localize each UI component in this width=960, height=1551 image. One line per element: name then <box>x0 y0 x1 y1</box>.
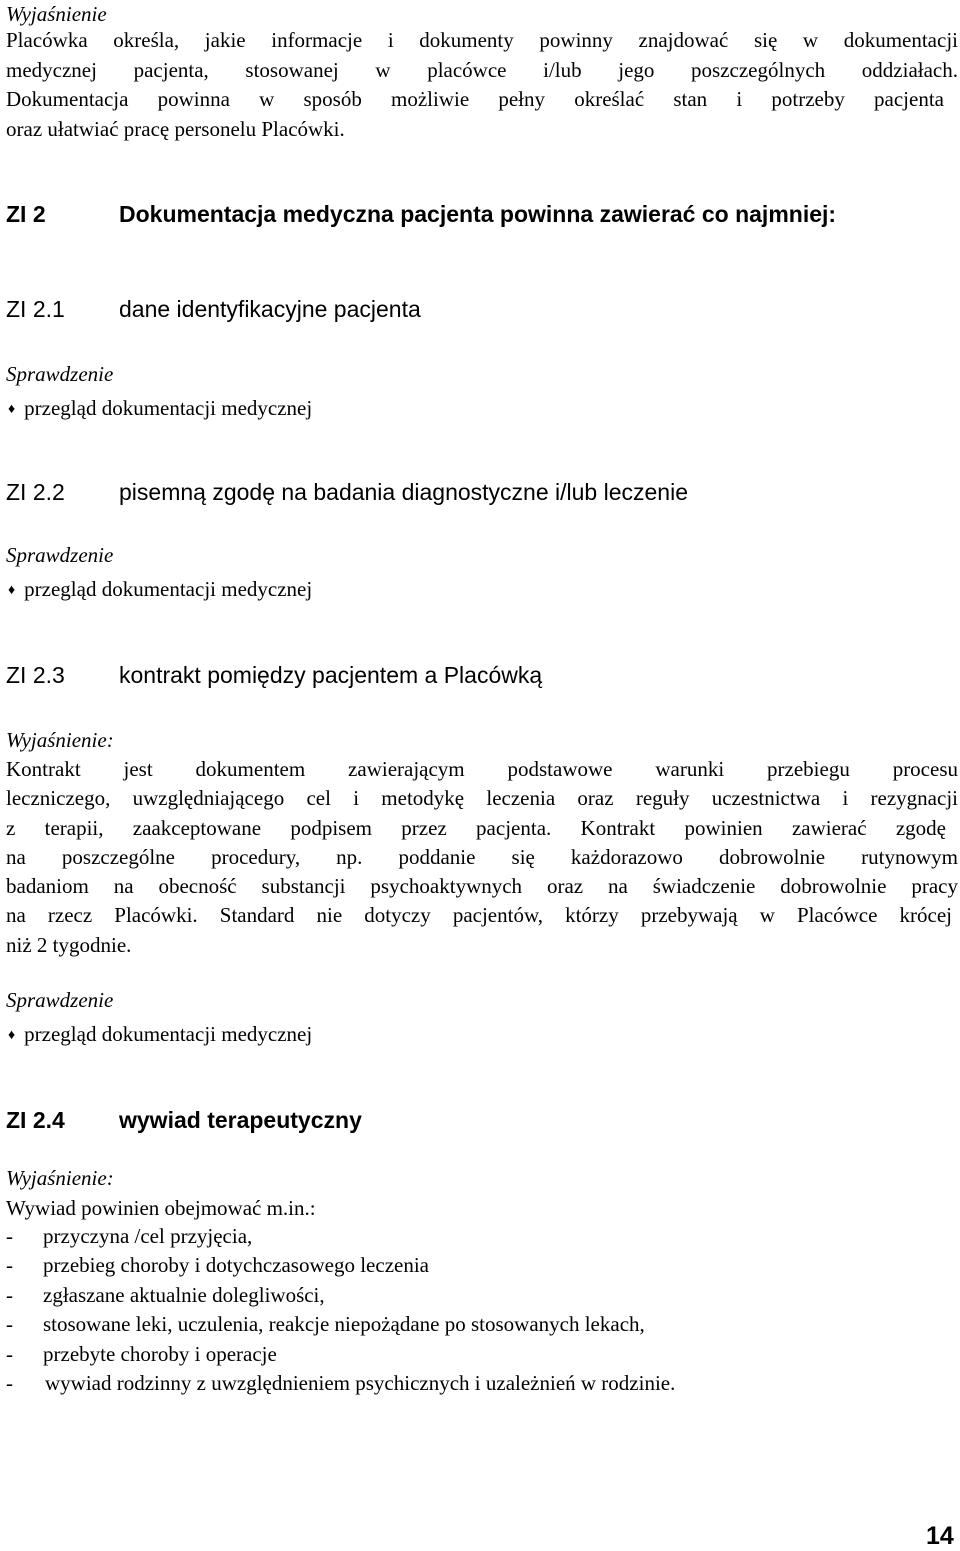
section-code: ZI 2.4 <box>6 1107 65 1133</box>
intro-line: Placówka określa, jakie informacje i dokumenty powinny znajdować się w dokumentacji <box>6 28 958 52</box>
check-label: Sprawdzenie <box>6 988 114 1012</box>
intro-line: Dokumentacja powinna w sposób możliwie pełny określać stan i potrzeby pacjenta <box>6 87 944 111</box>
check-item <box>8 396 312 422</box>
dash-marker: - <box>6 1282 13 1307</box>
intro-line: oraz ułatwiać pracę personelu Placówki. <box>6 116 345 141</box>
section-code: ZI 2.1 <box>6 296 65 322</box>
explanation-line: na rzecz Placówki. Standard nie dotyczy pacjentów, którzy przebywają w Placówce krócej <box>6 903 952 928</box>
list-intro: Wywiad powinien obejmować m.in.: <box>6 1196 316 1220</box>
section-zi2-1 <box>6 296 946 326</box>
check-item-text: przegląd dokumentacji medycznej <box>24 1022 313 1046</box>
page-number: 14 <box>926 1522 954 1550</box>
check-item-text: przegląd dokumentacji medycznej <box>24 577 313 601</box>
explanation-line: niż 2 tygodnie. <box>6 932 132 957</box>
section-code: ZI 2.3 <box>6 662 65 688</box>
dash-marker: - <box>6 1312 13 1337</box>
explanation-line: na poszczególne procedury, np. poddanie się każdorazowo dobrowolnie rutynowym <box>6 844 958 869</box>
explanation-line: Kontrakt jest dokumentem zawierającym podstawowe warunki przebiegu procesu <box>6 757 958 781</box>
explanation-label: Wyjaśnienie: <box>6 1166 114 1190</box>
diamond-bullet-icon: ♦ <box>8 583 16 598</box>
section-zi2-3 <box>6 662 946 692</box>
list-item: - wywiad rodzinny z uwzględnieniem psychicznych i uzależnień w rodzinie. <box>6 1369 906 1398</box>
check-item <box>8 1022 312 1048</box>
intro-paragraph <box>6 26 958 144</box>
list-item: - zgłaszane aktualnie dolegliwości, <box>6 1281 906 1310</box>
list-item: - stosowane leki, uczulenia, reakcje niepożądane po stosowanych lekach, <box>6 1310 906 1339</box>
check-item-text: przegląd dokumentacji medycznej <box>24 396 313 420</box>
diamond-bullet-icon: ♦ <box>8 402 16 417</box>
section-zi2 <box>6 201 946 231</box>
section-zi2-4 <box>6 1107 946 1137</box>
explanation-label: Wyjaśnienie: <box>6 728 114 752</box>
list-item: - przyczyna /cel przyjęcia, <box>6 1222 906 1251</box>
check-label: Sprawdzenie <box>6 362 114 386</box>
section-code: ZI 2 <box>6 201 46 227</box>
explanation-line: leczniczego, uwzględniającego cel i metodykę leczenia oraz reguły uczestnictwa i rezygnacji <box>6 786 958 811</box>
check-item <box>8 577 312 603</box>
list-item: - przebyte choroby i operacje <box>6 1340 906 1369</box>
section-code: ZI 2.2 <box>6 479 65 505</box>
check-label: Sprawdzenie <box>6 543 114 567</box>
section-title: dane identyfikacyjne pacjenta <box>119 296 421 322</box>
dash-marker: - <box>6 1370 13 1395</box>
intro-line: medycznej pacjenta, stosowanej w placówce i/lub jego poszczególnych oddziałach. <box>6 57 958 82</box>
interview-list <box>6 1222 906 1398</box>
dash-marker: - <box>6 1341 13 1366</box>
dash-marker: - <box>6 1224 13 1248</box>
section-zi2-2 <box>6 479 946 509</box>
section-title: pisemną zgodę na badania diagnostyczne i/lub leczenie <box>119 479 689 505</box>
explanation-line: z terapii, zaakceptowane podpisem przez pacjenta. Kontrakt powinien zawierać zgodę <box>6 815 946 840</box>
list-item: - przebieg choroby i dotychczasowego leczenia <box>6 1251 906 1280</box>
section-title: Dokumentacja medyczna pacjenta powinna zawierać co najmniej: <box>119 201 837 227</box>
section-title: wywiad terapeutyczny <box>119 1107 362 1133</box>
intro-heading: Wyjaśnienie <box>6 2 107 26</box>
dash-marker: - <box>6 1253 13 1278</box>
diamond-bullet-icon: ♦ <box>8 1028 16 1043</box>
explanation-line: badaniom na obecność substancji psychoaktywnych oraz na świadczenie dobrowolnie pracy <box>6 874 958 899</box>
explanation-paragraph <box>6 755 958 960</box>
section-title: kontrakt pomiędzy pacjentem a Placówką <box>119 662 543 688</box>
